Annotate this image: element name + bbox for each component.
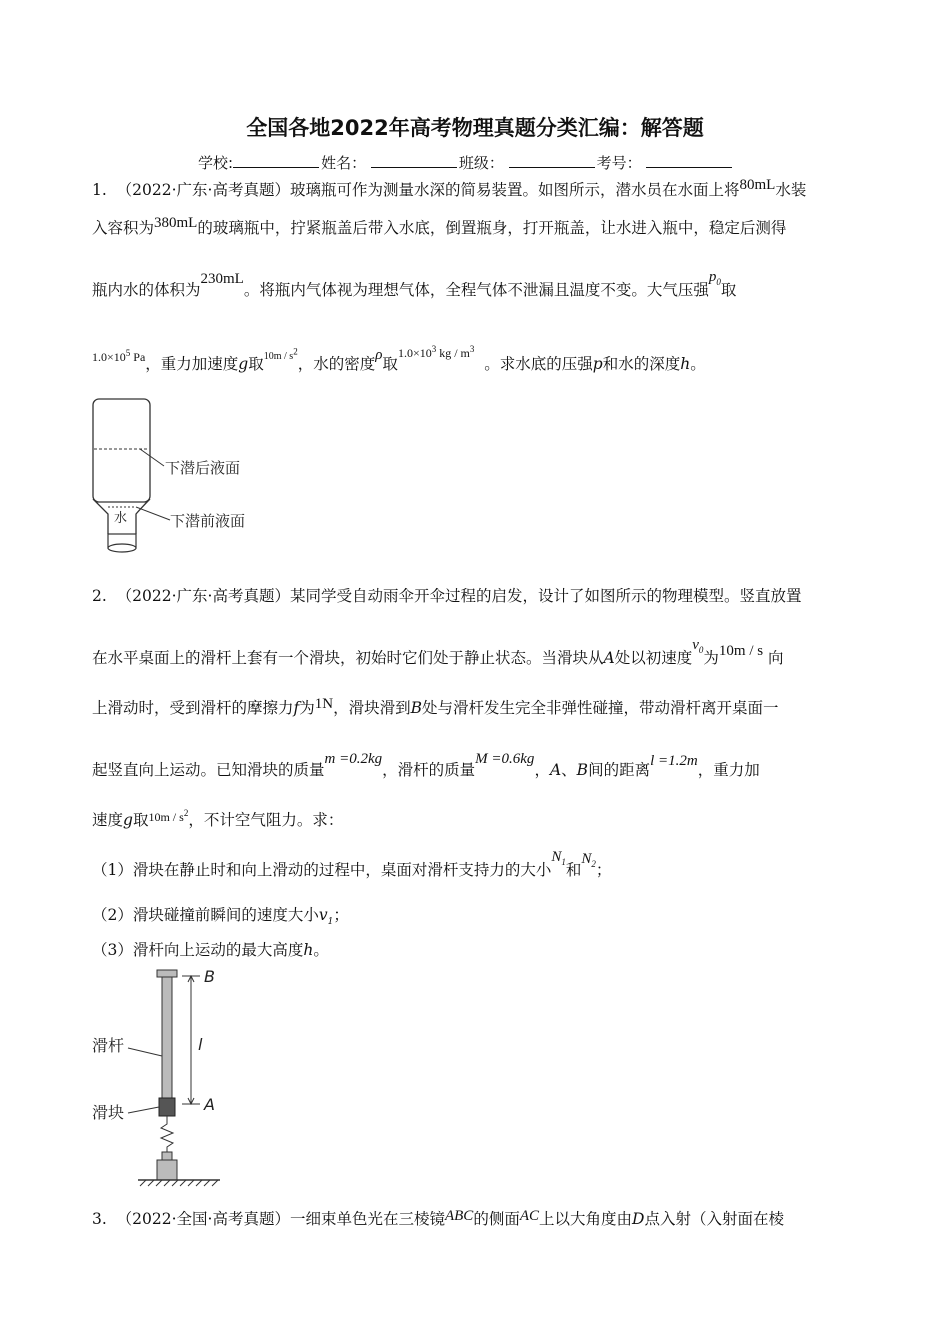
label-rod: 滑杆 — [92, 1036, 125, 1055]
q2-sub-1: （1）滑块在静止时和向上滑动的过程中，桌面对滑杆支持力的大小$N_1$和$N_2$； — [92, 849, 612, 879]
q3-line-1: 3. （2022·全国·高考真题）一细束单色光在三棱镜ABC的侧面AC上以大角度由D点入射（入射面在棱 — [92, 1208, 784, 1228]
q2-g-value: 10m / s2 — [148, 808, 189, 824]
q1-p0-symbol: $p_0$ — [708, 269, 721, 287]
label-l: l — [198, 1035, 203, 1054]
spring — [161, 1116, 173, 1152]
label-block: 滑块 — [92, 1103, 125, 1122]
q1-bottle-figure — [88, 396, 278, 562]
label-after-dive: 下潜后液面 — [165, 459, 241, 477]
q2-sub-3: （3）滑杆向上运动的最大高度h。 — [92, 941, 329, 959]
q1-pressure-value: 1.0×105 Pa — [92, 348, 146, 364]
q2-v0-value: 10m / s — [718, 643, 764, 659]
q3-abc: ABC — [444, 1208, 474, 1224]
class-blank[interactable] — [509, 153, 595, 168]
q1-line-2: 入容积为380mL的玻璃瓶中，拧紧瓶盖后带入水底，倒置瓶身，打开瓶盖，让水进入瓶中，稳定后测得 — [92, 215, 787, 237]
class-label: 班级： — [458, 154, 504, 172]
q2-v1-symbol: $v_1$ — [318, 906, 334, 928]
rod-top-cap — [157, 970, 177, 977]
q1-value-230ml: 230mL — [200, 271, 244, 287]
q2-M-value: M =0.6kg — [475, 751, 535, 767]
q1-line-1: 1. （2022·广东·高考真题）玻璃瓶可作为测量水深的简易装置。如图所示，潜水员在水面上将80mL水装 — [92, 177, 807, 199]
q2-f-value: 1N — [314, 696, 334, 712]
name-blank[interactable] — [371, 153, 457, 168]
water-label: 水 — [114, 511, 128, 526]
q2-m-value: m =0.2kg — [324, 751, 383, 767]
q2-l-value: l =1.2m — [650, 753, 698, 769]
q2-N2-symbol: $N_2$ — [581, 851, 596, 869]
leader-before — [136, 507, 170, 520]
exam-no-blank[interactable] — [646, 153, 732, 168]
q2-rod-figure — [88, 964, 248, 1196]
leader-after — [140, 449, 164, 466]
q1-line-4: $^{1.0\times 10^5 Pa}$，重力加速度g取$^{10m / s^2}$，水的密度ρ取$^{1.0\times 10^3 kg / m^3}$ 。求水底的压强p和水的深度h。 — [92, 344, 706, 373]
ground-hatch — [140, 1180, 218, 1186]
school-blank[interactable] — [233, 153, 319, 168]
q2-line-2: 在水平桌面上的滑杆上套有一个滑块，初始时它们处于静止状态。当滑块从A处以初速度$v_0$为10m / s 向 — [92, 637, 784, 667]
q2-number: 2. — [92, 587, 107, 605]
q1-value-80ml: 80mL — [739, 177, 776, 193]
q1-number: 1. — [92, 181, 107, 199]
student-info-line — [198, 152, 734, 173]
q1-rho-symbol: ρ — [375, 347, 383, 363]
exam-no-label: 考号： — [596, 154, 642, 172]
q3-ac: AC — [519, 1208, 539, 1224]
name-label: 姓名： — [321, 154, 367, 172]
page-title: 全国各地2022年高考物理真题分类汇编：解答题 — [246, 116, 704, 140]
q1-g-value: 10m / s2 — [263, 346, 298, 362]
q2-line-3: 上滑动时，受到滑杆的摩擦力f为1N，滑块滑到B处与滑杆发生完全非弹性碰撞，带动滑杆离开桌面一 — [92, 696, 779, 717]
q2-N1-symbol: $N_1$ — [551, 849, 566, 867]
q1-rho-value: 1.0×103 kg / m3 — [397, 344, 475, 360]
school-label: 学校: — [198, 154, 234, 172]
q2-v0-symbol: $v_0$ — [692, 637, 704, 655]
q2-sub-2: （2）滑块碰撞前瞬间的速度大小$v_1$； — [92, 906, 349, 928]
rod — [162, 977, 172, 1116]
q3-number: 3. — [92, 1210, 107, 1228]
label-A: A — [204, 1095, 215, 1114]
q1-line-3: 瓶内水的体积为230mL。将瓶内气体视为理想气体，全程气体不泄漏且温度不变。大气压强$p_0$取 — [92, 269, 737, 299]
rod-base — [157, 1160, 177, 1180]
q2-line-5: 速度g取$^{10m / s^2}$，不计空气阻力。求： — [92, 808, 344, 829]
q1-value-380ml: 380mL — [154, 215, 198, 231]
slider-block — [159, 1098, 175, 1116]
bottle-cap-rim — [108, 544, 136, 552]
leader-block — [128, 1107, 159, 1113]
q2-line-4: 起竖直向上运动。已知滑块的质量m =0.2kg，滑杆的质量M =0.6kg，A、B间的距离l =1.2m，重力加 — [92, 751, 760, 779]
q2-line-1: 2. （2022·广东·高考真题）某同学受自动雨伞开伞过程的启发，设计了如图所示的物理模型。竖直放置 — [92, 587, 802, 605]
label-B: B — [204, 967, 215, 986]
label-before-dive: 下潜前液面 — [170, 512, 246, 530]
leader-rod — [128, 1048, 162, 1056]
rod-base-neck — [162, 1152, 172, 1160]
